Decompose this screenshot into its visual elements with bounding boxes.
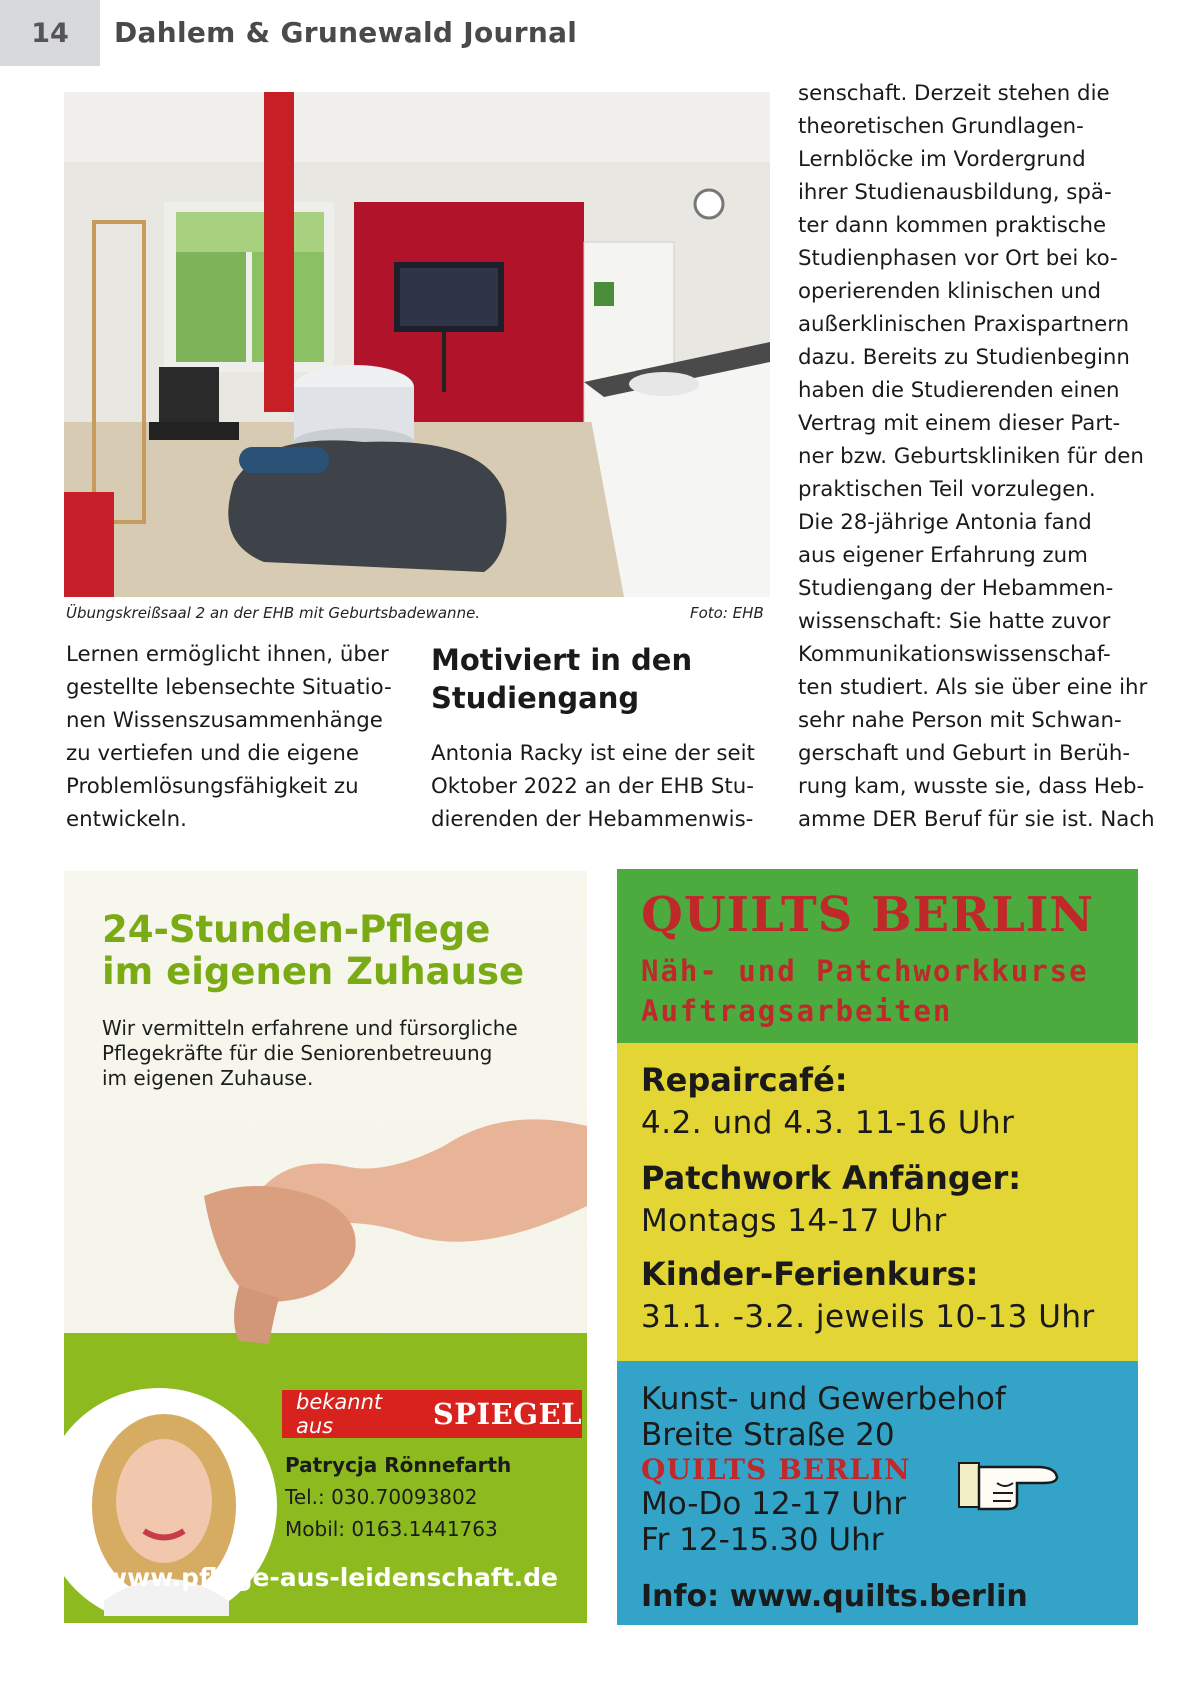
heading-line: Motiviert in den	[431, 643, 693, 677]
photo-caption: Übungskreißsaal 2 an der EHB mit Geburtsbadewanne.	[66, 604, 481, 622]
quilts-blue-panel	[617, 1361, 1138, 1625]
quilts-yellow-panel	[617, 1043, 1138, 1361]
quilts-address-block	[641, 1381, 1006, 1558]
text-line: ihrer Studienausbildung, spä-	[798, 180, 1112, 205]
quilts-title: QUILTS BERLIN	[641, 887, 1095, 943]
spiegel-badge	[282, 1390, 582, 1438]
page-number: 14	[0, 0, 100, 66]
text-line: entwickeln.	[66, 807, 187, 832]
ad-pflege-url[interactable]: www.pflege-aus-leidenschaft.de	[104, 1563, 559, 1592]
contact-tel: Tel.: 030.70093802	[285, 1485, 478, 1509]
article-heading	[431, 641, 692, 717]
repaircafe-heading: Repaircafé:	[641, 1061, 848, 1099]
text-line: Studienphasen vor Ort bei ko-	[798, 246, 1118, 271]
delivery-room-illustration	[64, 92, 770, 597]
quilts-info-url[interactable]: Info: www.quilts.berlin	[641, 1579, 1028, 1614]
text-line: nen Wissenszusammenhänge	[66, 708, 383, 733]
text-line: Problemlösungsfähigkeit zu	[66, 774, 359, 799]
subtext-line: Wir vermitteln erfahrene und fürsorgliche	[102, 1016, 518, 1040]
text-line: Oktober 2022 an der EHB Stu-	[431, 774, 754, 799]
article-column-1	[66, 638, 396, 836]
text-line: Lernblöcke im Vordergrund	[798, 147, 1086, 172]
quilts-subtitle	[641, 951, 1089, 1031]
ad-pflege[interactable]	[64, 871, 587, 1623]
text-line: amme DER Beruf für sie ist. Nach	[798, 807, 1155, 832]
text-line: dierenden der Hebammenwis-	[431, 807, 754, 832]
journal-title: Dahlem & Grunewald Journal	[114, 16, 578, 49]
article-column-3	[798, 77, 1155, 836]
pointing-hand-icon	[957, 1453, 1067, 1517]
text-line: ten studiert. Als sie über eine ihr	[798, 675, 1148, 700]
text-line: Lernen ermöglicht ihnen, über	[66, 642, 389, 667]
ad-pflege-headline	[102, 909, 524, 993]
subtitle-line: Näh- und Patchworkkurse	[641, 954, 1089, 988]
patchwork-heading: Patchwork Anfänger:	[641, 1159, 1022, 1197]
text-line: ter dann kommen praktische	[798, 213, 1107, 238]
photo-delivery-room	[64, 92, 770, 597]
subtext-line: Pflegekräfte für die Seniorenbetreuung	[102, 1041, 493, 1065]
address-line: Kunst- und Gewerbehof	[641, 1381, 1006, 1417]
text-line: haben die Studierenden einen	[798, 378, 1120, 403]
holding-hands-image	[64, 1086, 587, 1346]
text-line: operierenden klinischen und	[798, 279, 1101, 304]
kinder-dates: 31.1. -3.2. jeweils 10-13 Uhr	[641, 1299, 1095, 1335]
headline-line: im eigenen Zuhause	[102, 950, 525, 993]
text-line: sehr nahe Person mit Schwan-	[798, 708, 1122, 733]
text-line: praktischen Teil vorzulegen.	[798, 477, 1096, 502]
ad-pflege-subtext	[102, 1016, 518, 1091]
text-line: Die 28-jährige Antonia fand	[798, 510, 1092, 535]
subtext-line: im eigenen Zuhause.	[102, 1066, 314, 1090]
contact-name: Patrycja Rönnefarth	[285, 1453, 512, 1477]
text-line: Antonia Racky ist eine der seit	[431, 741, 755, 766]
subtitle-line: Auftragsarbeiten	[641, 994, 953, 1028]
text-line: wissenschaft: Sie hatte zuvor	[798, 609, 1111, 634]
ad-quilts-berlin[interactable]	[617, 869, 1138, 1625]
patchwork-times: Montags 14-17 Uhr	[641, 1203, 947, 1239]
text-line: Kommunikationswissenschaf-	[798, 642, 1111, 667]
text-line: senschaft. Derzeit stehen die	[798, 81, 1110, 106]
quilts-green-panel	[617, 869, 1138, 1043]
text-line: ner bzw. Geburtskliniken für den	[798, 444, 1144, 469]
heading-line: Studiengang	[431, 681, 640, 715]
contact-mobile: Mobil: 0163.1441763	[285, 1517, 498, 1541]
text-line: zu vertiefen und die eigene	[66, 741, 359, 766]
article-column-2	[431, 737, 771, 836]
quilts-brand-small: QUILTS BERLIN	[641, 1453, 911, 1486]
text-line: rung kam, wusste sie, dass Heb-	[798, 774, 1145, 799]
text-line: dazu. Bereits zu Studienbeginn	[798, 345, 1130, 370]
repaircafe-dates: 4.2. und 4.3. 11-16 Uhr	[641, 1105, 1015, 1141]
photo-credit: Foto: EHB	[690, 604, 764, 622]
text-line: gestellte lebensechte Situatio-	[66, 675, 392, 700]
spiegel-logo: SPIEGEL	[432, 1397, 582, 1431]
kinder-heading: Kinder-Ferienkurs:	[641, 1255, 979, 1293]
text-line: theoretischen Grundlagen-	[798, 114, 1084, 139]
text-line: Studiengang der Hebammen-	[798, 576, 1114, 601]
ad-pflege-contact	[285, 1449, 511, 1545]
bekannt-aus-label: bekannt aus	[296, 1390, 383, 1438]
headline-line: 24-Stunden-Pflege	[102, 908, 491, 951]
text-line: außerklinischen Praxispartnern	[798, 312, 1130, 337]
hours-line: Fr 12-15.30 Uhr	[641, 1522, 884, 1558]
text-line: Vertrag mit einem dieser Part-	[798, 411, 1121, 436]
hours-line: Mo-Do 12-17 Uhr	[641, 1486, 907, 1522]
text-line: aus eigener Erfahrung zum	[798, 543, 1088, 568]
text-line: gerschaft und Geburt in Berüh-	[798, 741, 1131, 766]
address-line: Breite Straße 20	[641, 1417, 895, 1453]
